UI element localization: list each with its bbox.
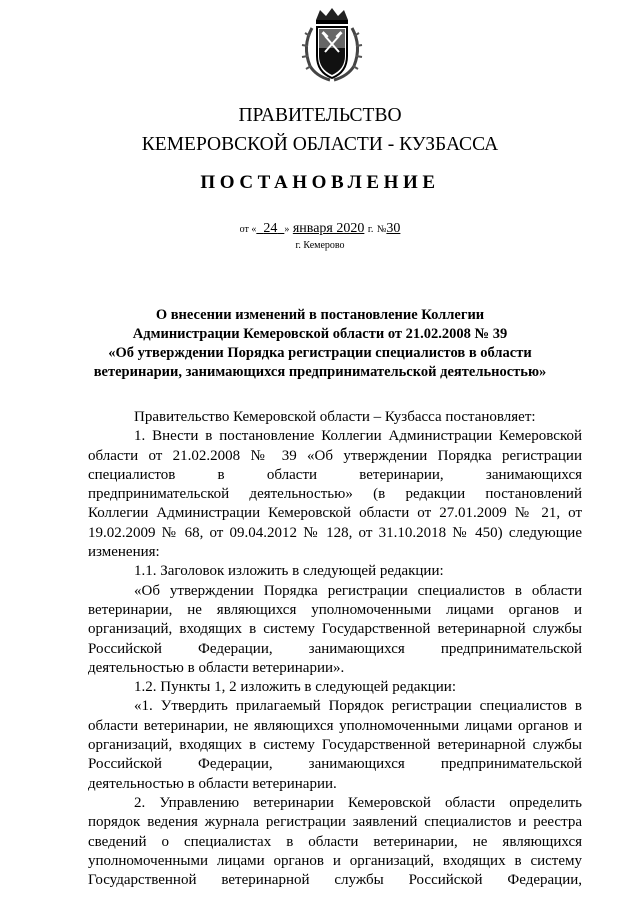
body-line: деятельностью в области ветеринарии». [88,659,345,676]
body-line: ветеринарии, не являющихся уполномоченными лицами органов и [88,601,582,618]
body-line: 19.02.2009 № 68, от 09.04.2012 № 128, от 31.10.2018 № 450) следующие [88,524,582,541]
body-line: организаций, входящих в систему Государственной ветеринарной службы [88,621,582,638]
body-line: Государственной ветеринарной службы Российской Федерации, [88,872,582,889]
body-line: изменения: [88,544,160,561]
body-line: 1.1. Заголовок изложить в следующей редакции: [134,563,444,580]
body-line: 2. Управлению ветеринарии Кемеровской области определить [134,794,582,811]
body-line: Российской Федерации, занимающихся предпринимательской [88,756,582,773]
date-quote-close: » [284,224,290,235]
government-title-line1: ПРАВИТЕЛЬСТВО [238,105,402,126]
body-line: уполномоченными лицами органов и организаций, входящих в систему [88,852,582,869]
date-month-year: января 2020 [292,221,365,236]
body-line: «1. Утвердить прилагаемый Порядок регистрации специалистов в [134,698,582,715]
subject-line: ветеринарии, занимающихся предпринимательской деятельностью» [93,364,547,380]
body-line: Российской Федерации, занимающихся предпринимательской [88,640,582,657]
document-dateline [0,221,640,237]
kemerovo-coat-of-arms-icon [300,6,364,82]
date-year-suffix: г. [367,224,374,235]
body-line: деятельностью в области ветеринарии. [88,775,337,792]
body-line: Правительство Кемеровской области – Кузбасса постановляет: [134,409,536,425]
document-type-title: ПОСТАНОВЛЕНИЕ [200,172,440,193]
body-line: области ветеринарии, не являющихся уполномоченными лицами органов и [88,717,582,734]
subject-line: О внесении изменений в постановление Коллегии [155,307,485,323]
body-line: «Об утверждении Порядка регистрации специалистов в области [134,582,582,599]
body-line: порядок ведения журнала регистрации заявлений специалистов и реестра [88,814,582,831]
body-line: организаций, входящих в систему Государственной ветеринарной службы [88,737,582,754]
date-prefix: от « [239,224,257,235]
body-line: Коллегии Администрации Кемеровской области от 27.01.2009 № 21, от [88,505,582,522]
subject-line: «Об утверждении Порядка регистрации специалистов в области [108,345,532,361]
date-day: 24 [263,221,278,236]
body-line: 1. Внести в постановление Коллегии Администрации Кемеровской [134,428,582,445]
government-title-line2: КЕМЕРОВСКОЙ ОБЛАСТИ - КУЗБАССА [141,134,499,155]
document-city: г. Кемерово [295,240,345,251]
body-line: предпринимательской деятельностью» (в редакции постановлений [88,486,582,503]
document-number: 30 [386,221,401,236]
body-line: 1.2. Пункты 1, 2 изложить в следующей редакции: [134,679,456,696]
number-sign: № [376,224,387,235]
body-line: сведений о специалистах в области ветеринарии, не являющихся [88,833,582,850]
document-body [88,408,582,890]
body-line: специалистов в области ветеринарии, занимающихся [88,466,582,483]
body-line: области от 21.02.2008 № 39 «Об утверждении Порядка регистрации [88,447,582,464]
document-subject [70,306,570,382]
subject-line: Администрации Кемеровской области от 21.02.2008 № 39 [132,326,508,342]
